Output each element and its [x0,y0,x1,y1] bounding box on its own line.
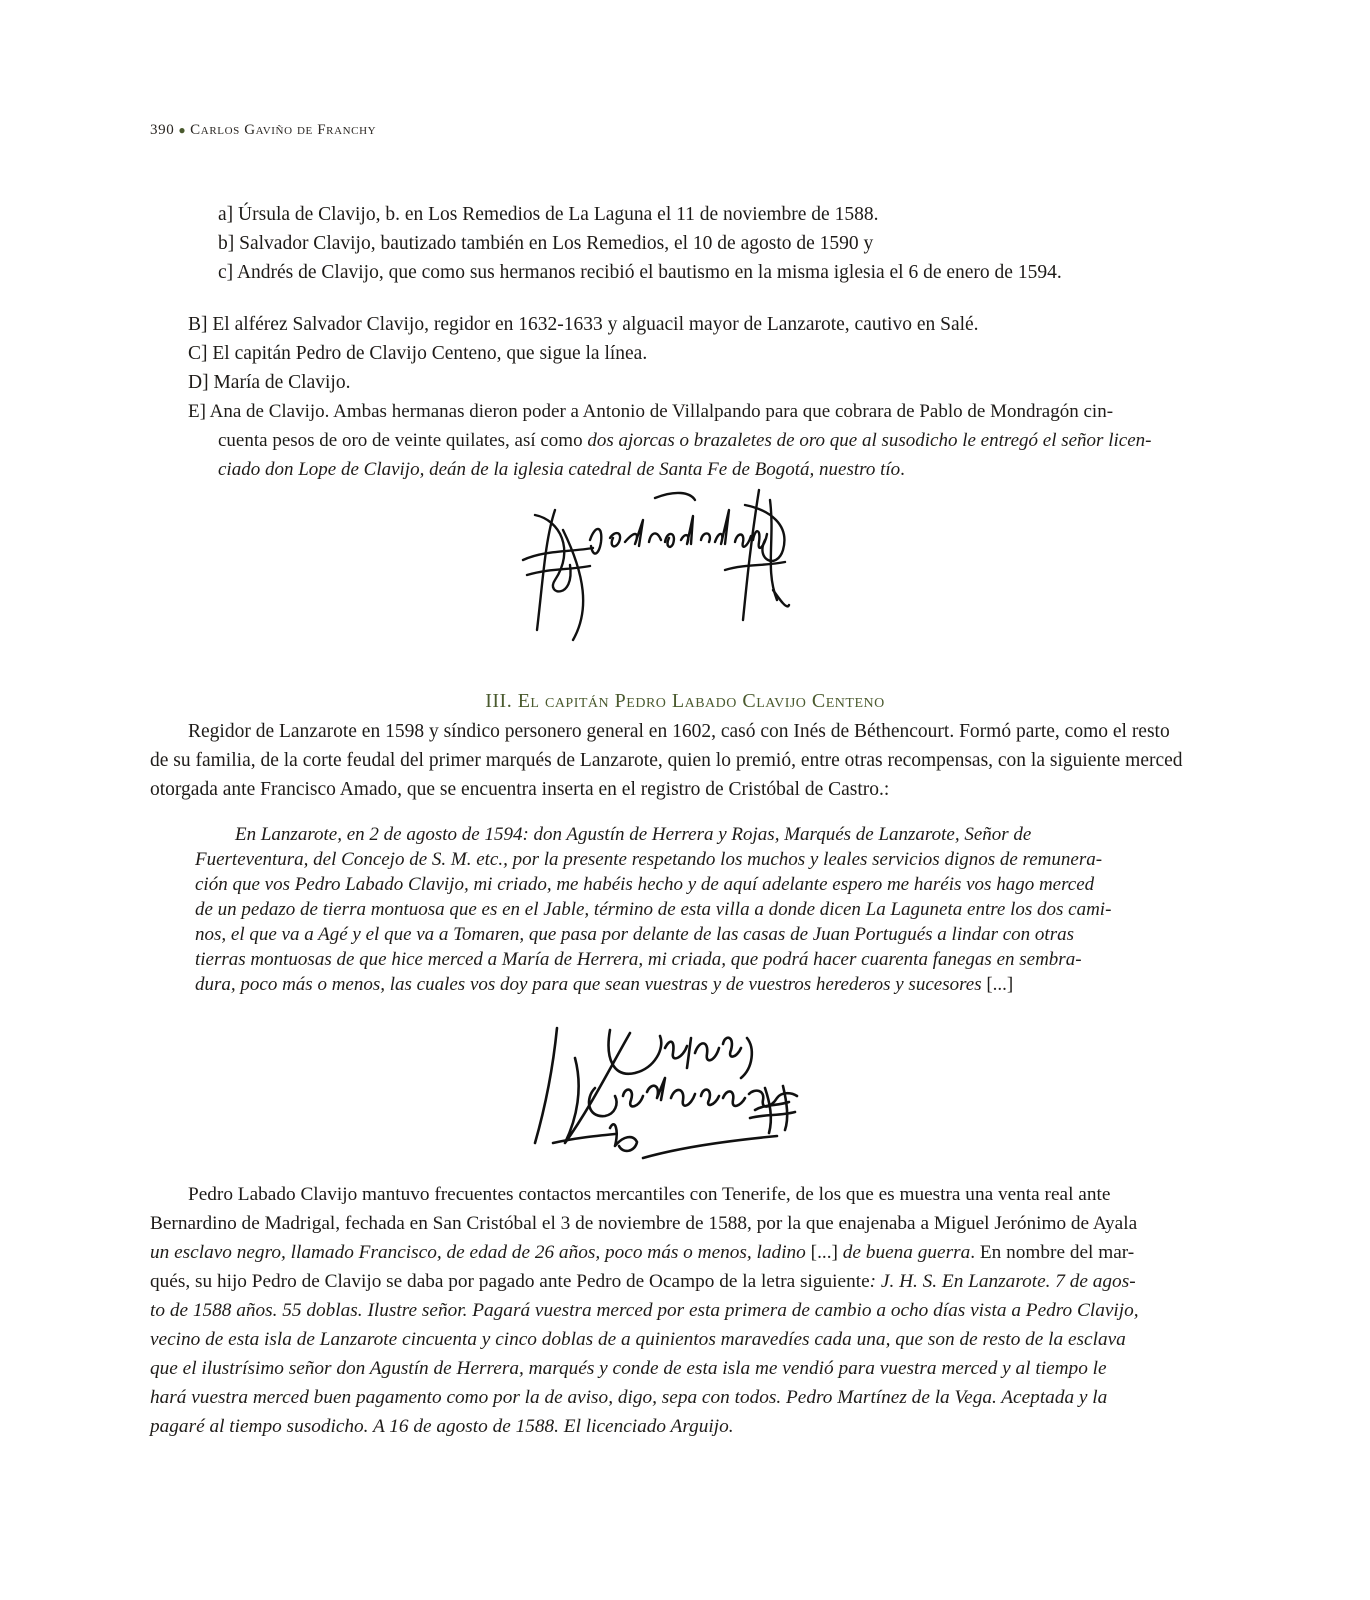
list-item-e-line2 [188,426,1180,455]
bullet-icon: ● [178,123,187,137]
running-head [150,122,376,139]
text-plain: [...] [810,1242,843,1263]
text-italic: un esclavo negro, llamado Francisco, de edad de 26 años, poco más o menos, ladino [150,1242,811,1263]
text-plain: cuenta pesos de oro de veinte quilates, así como [218,430,588,451]
list-item: b] Salvador Clavijo, bautizado también en Los Remedios, el 10 de agosto de 1590 y [218,233,874,254]
quote-line: ción que vos Pedro Labado Clavijo, mi criado, me habéis hecho y de aquí adelante espero me haréis vos hago merced [195,874,1095,895]
text-italic: de buena guerra [842,1242,971,1263]
main-list [188,310,1180,484]
paragraph-line: vecino de esta isla de Lanzarote cincuenta y cinco doblas de a quinientos maravedíes cada una, que son de resto de la esclava [150,1329,1126,1350]
quote-line: de un pedazo de tierra montuosa que es en el Jable, término de esta villa a donde dicen La Laguneta entre los dos cami- [195,899,1112,920]
text-italic: dos ajorcas o brazaletes de oro que al susodicho le entregó el señor licen- [587,430,1152,451]
block-quote [195,822,1180,997]
quote-line: En Lanzarote, en 2 de agosto de 1594: don Agustín de Herrera y Rojas, Marqués de Lanzarote, Señor de [235,824,1032,845]
paragraph-line [150,1267,1180,1296]
paragraph-line: Bernardino de Madrigal, fechada en San Cristóbal el 3 de noviembre de 1588, por la que enajenaba a Miguel Jerónimo de Ayala [150,1213,1138,1234]
list-item: C] El capitán Pedro de Clavijo Centeno, que sigue la línea. [188,343,648,364]
paragraph-2 [150,1180,1180,1441]
paragraph-line: que el ilustrísimo señor don Agustín de Herrera, marqués y conde de esta isla me vendió para vuestra merced y al tiempo le [150,1358,1107,1379]
quote-line: Fuerteventura, del Concejo de S. M. etc., por la presente respetando los muchos y leales servicios dignos de remunera- [195,849,1103,870]
list-item-e: E] Ana de Clavijo. Ambas hermanas dieron poder a Antonio de Villalpando para que cobrara de Pablo de Mondragón cin- [188,401,1114,422]
quote-line: nos, el que va a Agé y el que va a Tomaren, que pasa por delante de las casas de Juan Portugués a lindar con otras [195,924,1074,945]
text-italic: dura, poco más o menos, las cuales vos doy para que sean vuestras y de vuestros herederos y sucesores [195,974,987,995]
paragraph-line: de su familia, de la corte feudal del primer marqués de Lanzarote, quien lo premió, entre otras recompensas, con la siguiente merced [150,750,1183,771]
signature-clavijo-centeno [515,1018,815,1168]
author-name: Carlos Gaviño de Franchy [190,122,377,138]
page-number: 390 [150,122,175,138]
section-heading: III. El capitán Pedro Labado Clavijo Centeno [485,690,885,712]
sub-list [218,200,1062,287]
quote-line [195,972,1180,997]
text-italic: ciado don Lope de Clavijo, deán de la iglesia catedral de Santa Fe de Bogotá, nuestro tío [218,459,901,480]
paragraph-line: pagaré al tiempo susodicho. A 16 de agosto de 1588. El licenciado Arguijo. [150,1416,734,1437]
quote-line: tierras montuosas de que hice merced a María de Herrera, mi criada, que podrá hacer cuarenta fanegas en sembra- [195,949,1082,970]
list-item: a] Úrsula de Clavijo, b. en Los Remedios de La Laguna el 11 de noviembre de 1588. [218,204,879,225]
list-item: D] María de Clavijo. [188,372,351,393]
paragraph-line: to de 1588 años. 55 doblas. Ilustre señor. Pagará vuestra merced por esta primera de cambio a ocho días vista a Pedro Clavijo, [150,1300,1139,1321]
text-italic: : J. H. S. En Lanzarote. 7 de agos- [869,1271,1136,1292]
paragraph-line [150,1238,1180,1267]
text-plain: [...] [986,974,1014,995]
paragraph-line: Regidor de Lanzarote en 1598 y síndico personero general en 1602, casó con Inés de Béthencourt. Formó parte, como el resto [188,721,1170,742]
text-plain: . En nombre del mar- [970,1242,1135,1263]
paragraph-line: Pedro Labado Clavijo mantuvo frecuentes contactos mercantiles con Tenerife, de los que es muestra una venta real ante [188,1184,1111,1205]
text-plain: . [900,459,905,480]
list-item: c] Andrés de Clavijo, que como sus hermanos recibió el bautismo en la misma iglesia el 6 de enero de 1594. [218,262,1062,283]
text-plain: qués, su hijo Pedro de Clavijo se daba por pagado ante Pedro de Ocampo de la letra siguiente [150,1271,870,1292]
paragraph-line: otorgada ante Francisco Amado, que se encuentra inserta en el registro de Cristóbal de Castro.: [150,779,890,800]
paragraph-line: hará vuestra merced buen pagamento como por la de aviso, digo, sepa con todos. Pedro Martínez de la Vega. Aceptada y la [150,1387,1108,1408]
list-item: B] El alférez Salvador Clavijo, regidor en 1632-1633 y alguacil mayor de Lanzarote, cautivo en Salé. [188,314,979,335]
signature-pedro-de-clavijo [515,480,805,650]
paragraph-1 [150,717,1183,804]
